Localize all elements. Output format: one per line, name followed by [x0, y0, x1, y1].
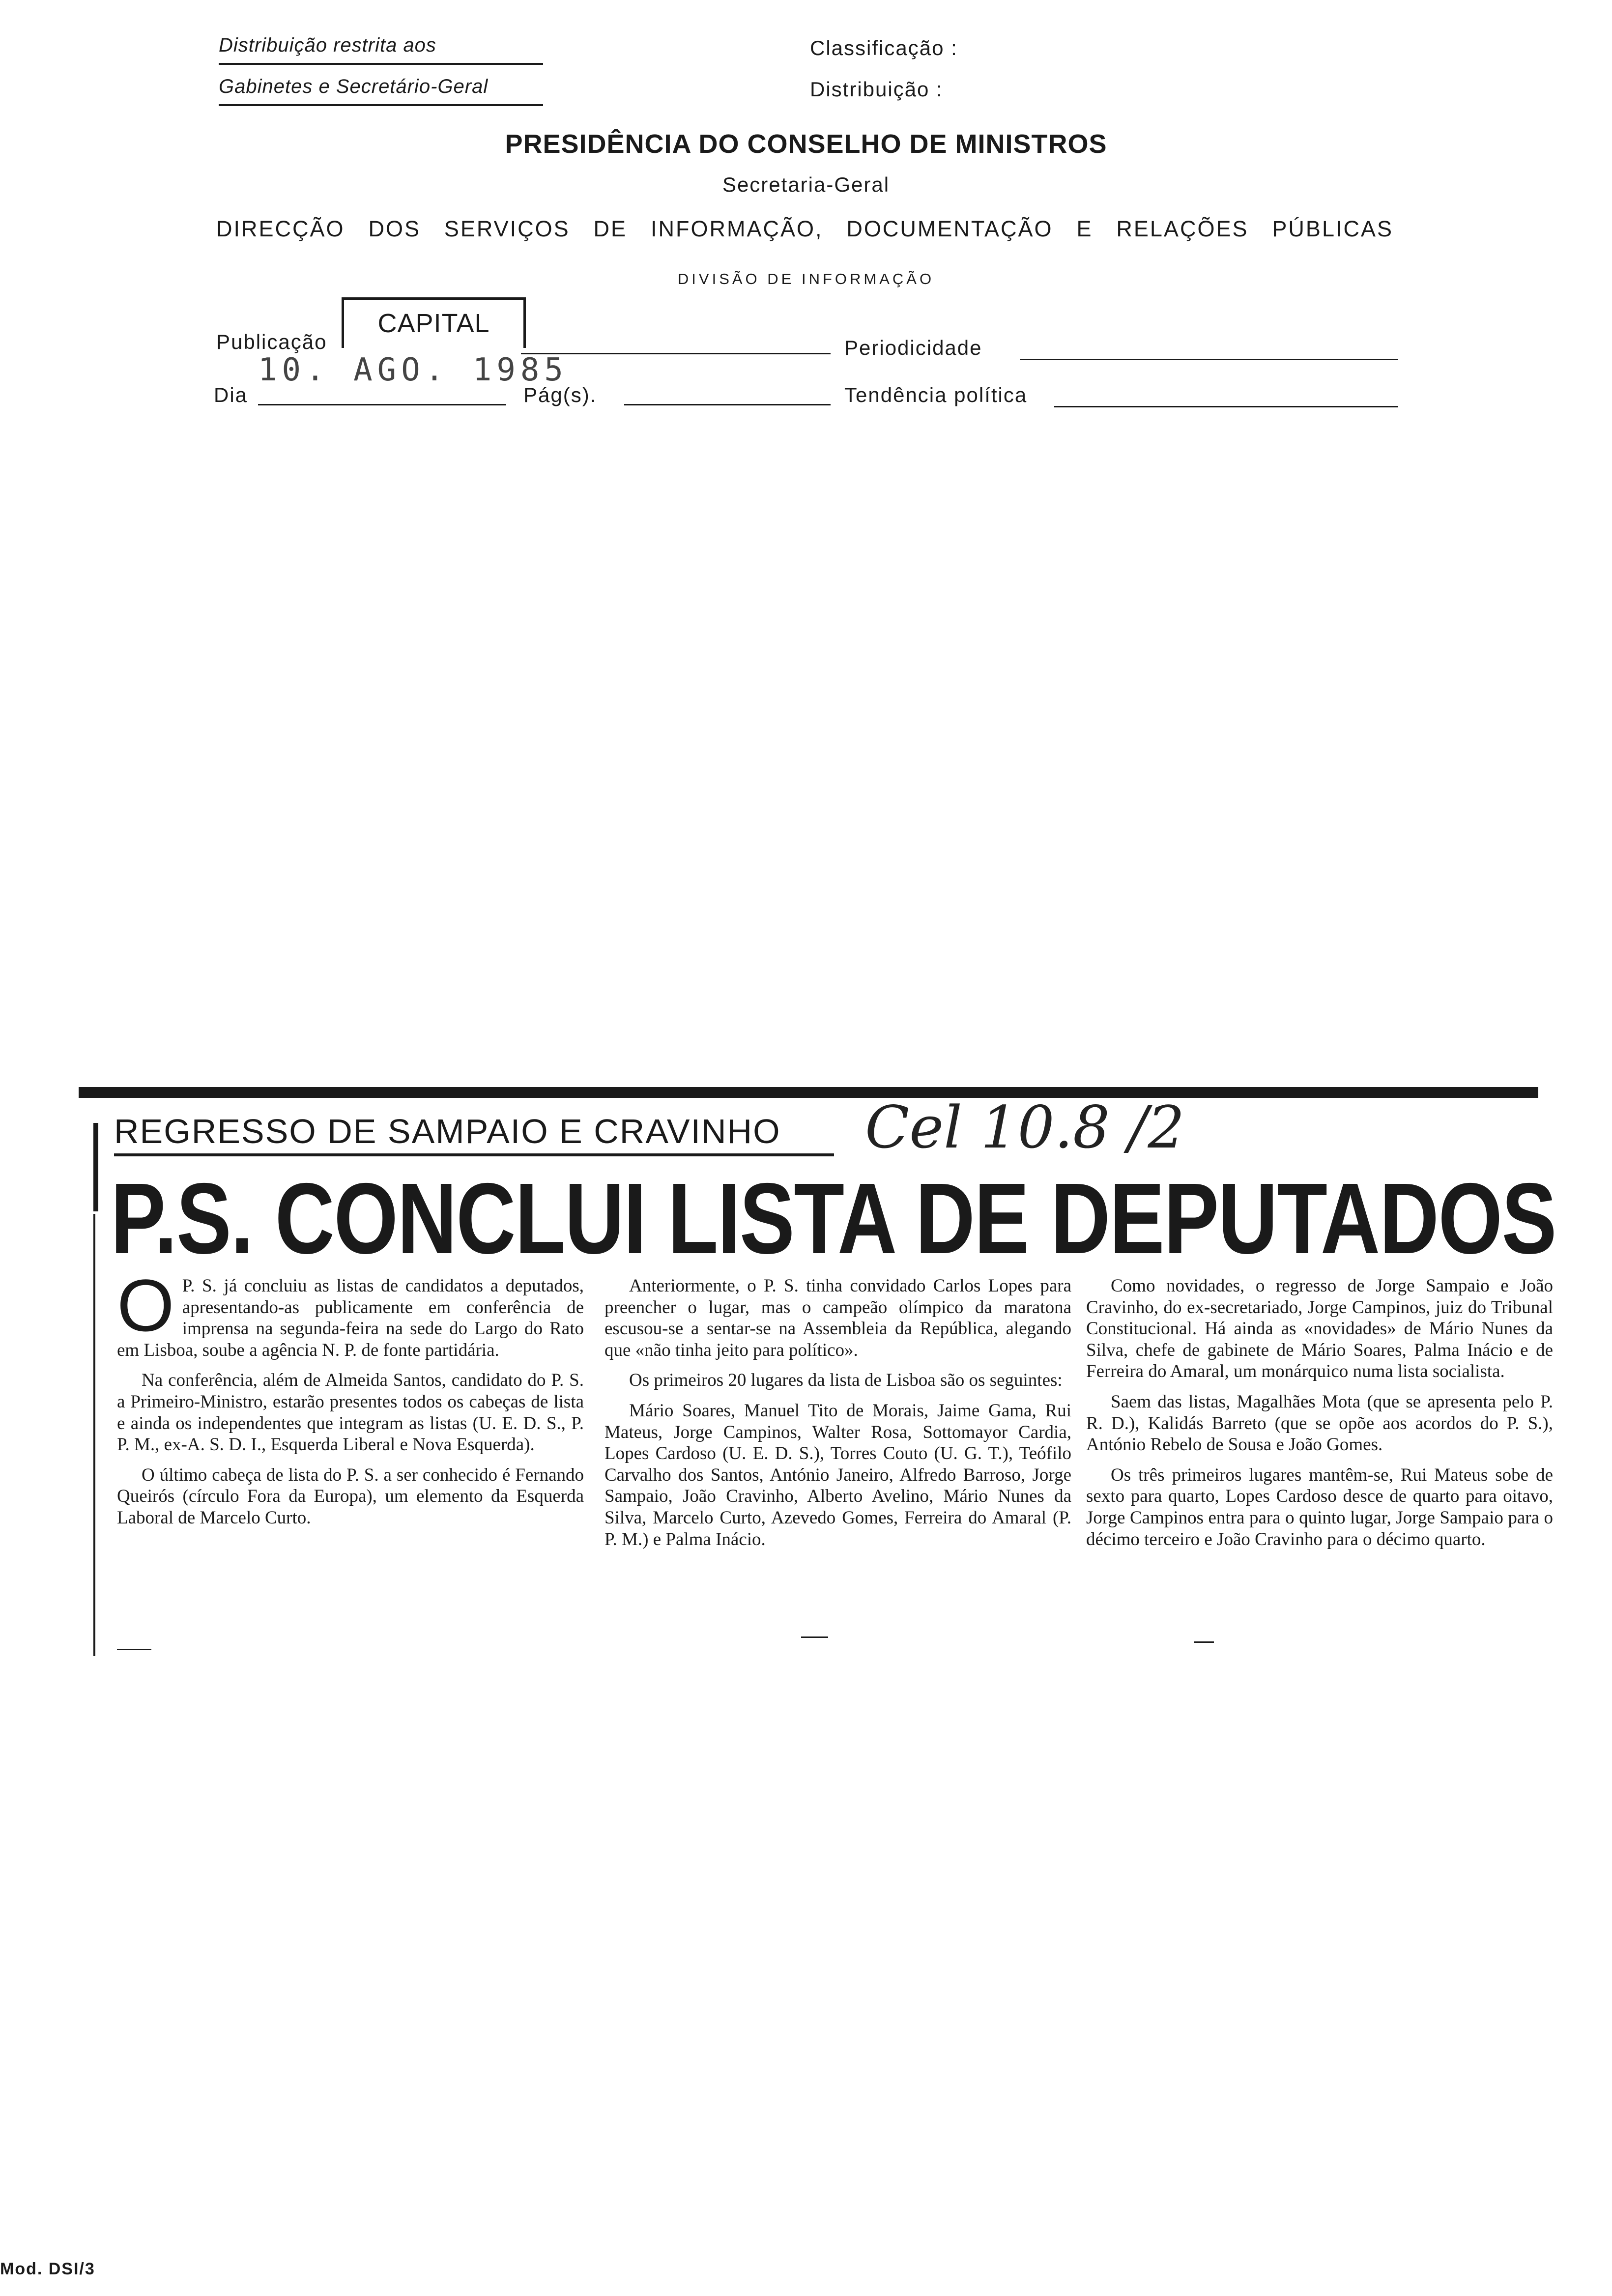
article-column-1 — [117, 1264, 584, 1538]
secretariat-title: Secretaria-Geral — [722, 173, 890, 196]
col1-paragraph-1: P. S. já concluiu as listas de candidatos a deputados, apresentando-as publicamente em conferência de imprensa na segunda-feira na sede do Largo do Rato em Lisboa, soube a agência N. P. de fonte partidária. — [117, 1276, 584, 1360]
article-column-3 — [1086, 1275, 1553, 1559]
article-kicker: REGRESSO DE SAMPAIO E CRAVINHO — [114, 1112, 781, 1150]
col3-paragraph-1: Como novidades, o regresso de Jorge Sampaio e João Cravinho, do ex-secretariado, Jorge Campinos, juiz do Tribunal Constitucional. Há ainda as «novidades» de Mário Nunes da Silva, chefe de gabinete de Mário Soares, Palma Inácio e de Ferreira do Amaral, um monárquico numa lista socialista. — [1086, 1276, 1553, 1382]
classification-label: Classificação : — [810, 36, 958, 59]
publication-label: Publicação — [216, 330, 327, 353]
pages-label: Pág(s). — [523, 383, 597, 406]
col1-paragraph-2: Na conferência, além de Almeida Santos, candidato do P. S. a Primeiro-Ministro, estarão presentes todos os cabeças de lista e ainda os independentes que integram as listas (U. E. D. S., P. P. M., ex-A. S. D. I., Esquerda Liberal e Nova Esquerda). — [117, 1370, 584, 1455]
periodicity-label: Periodicidade — [844, 336, 982, 359]
dropcap-letter: O — [117, 1264, 174, 1347]
pages-line — [624, 404, 831, 405]
division-title: DIVISÃO DE INFORMAÇÃO — [677, 270, 935, 287]
col1-end-dash — [117, 1649, 151, 1650]
directorate-title: DIRECÇÃO DOS SERVIÇOS DE INFORMAÇÃO, DOCUMENTAÇÃO E RELAÇÕES PÚBLICAS — [216, 216, 1393, 241]
clipping-left-rule — [93, 1123, 98, 1211]
political-tendency-line — [1054, 406, 1398, 407]
col3-paragraph-3: Os três primeiros lugares mantêm-se, Rui Mateus sobe de sexto para quarto, Lopes Cardoso desce de quarto para oitavo, Jorge Campinos entra para o quinto lugar, Jorge Sampaio para o décimo terceiro e João Cravinho para o décimo quarto. — [1086, 1464, 1553, 1550]
clipping-top-rule — [79, 1087, 1538, 1098]
clipping-left-edge — [93, 1214, 95, 1656]
col1-paragraph-3: O último cabeça de lista do P. S. a ser conhecido é Fernando Queirós (círculo Fora da Europa), um elemento da Esquerda Laboral de Marcelo Curto. — [117, 1464, 584, 1528]
institution-title: PRESIDÊNCIA DO CONSELHO DE MINISTROS — [505, 129, 1107, 159]
col2-paragraph-1: Anteriormente, o P. S. tinha convidado Carlos Lopes para preencher o lugar, mas o campeão olímpico da maratona escusou-se a sentar-se na Assembleia da República, alegando que «não tinha jeito para político». — [604, 1276, 1071, 1360]
kicker-underline — [114, 1153, 834, 1156]
periodicity-line — [1020, 359, 1398, 360]
model-code: Mod. DSI/3 — [0, 2260, 95, 2278]
article-headline: P.S. CONCLUI LISTA DE DEPUTADOS — [111, 1162, 1556, 1275]
col3-end-dash — [1194, 1641, 1214, 1643]
article-column-2 — [604, 1275, 1071, 1559]
publication-stamp: CAPITAL — [342, 297, 526, 348]
handwritten-annotation: Cel 10.8 /2 — [865, 1093, 1185, 1161]
day-line — [258, 404, 506, 405]
political-tendency-label: Tendência política — [844, 383, 1028, 406]
distribution-label: Distribuição : — [810, 78, 943, 101]
col2-end-dash — [801, 1636, 828, 1638]
col3-paragraph-2: Saem das listas, Magalhães Mota (que se apresenta pelo P. R. D.), Kalidás Barreto (que se opõe aos acordos do P. S.), António Rebelo de Sousa e João Gomes. — [1086, 1391, 1553, 1455]
restricted-underline-1 — [219, 63, 543, 65]
restricted-distribution-line1: Distribuição restrita aos — [219, 34, 436, 56]
date-stamp: 10. AGO. 1985 — [258, 352, 568, 388]
restricted-underline-2 — [219, 104, 543, 106]
restricted-distribution-line2: Gabinetes e Secretário-Geral — [219, 76, 489, 97]
col2-paragraph-3: Mário Soares, Manuel Tito de Morais, Jaime Gama, Rui Mateus, Jorge Campinos, Walter Rosa, Sottomayor Cardia, Lopes Cardoso (U. E. D. S.), Torres Couto (U. G. T.), Teófilo Carvalho dos Santos, António Janeiro, Alfredo Barroso, Jorge Sampaio, João Cravinho, Alberto Avelino, Mário Nunes da Silva, Marcelo Curto, Azevedo Gomes, Ferreira do Amaral (P. P. M.) e Palma Inácio. — [604, 1400, 1071, 1550]
col2-paragraph-2: Os primeiros 20 lugares da lista de Lisboa são os seguintes: — [629, 1370, 1063, 1391]
day-label: Dia — [214, 383, 248, 406]
